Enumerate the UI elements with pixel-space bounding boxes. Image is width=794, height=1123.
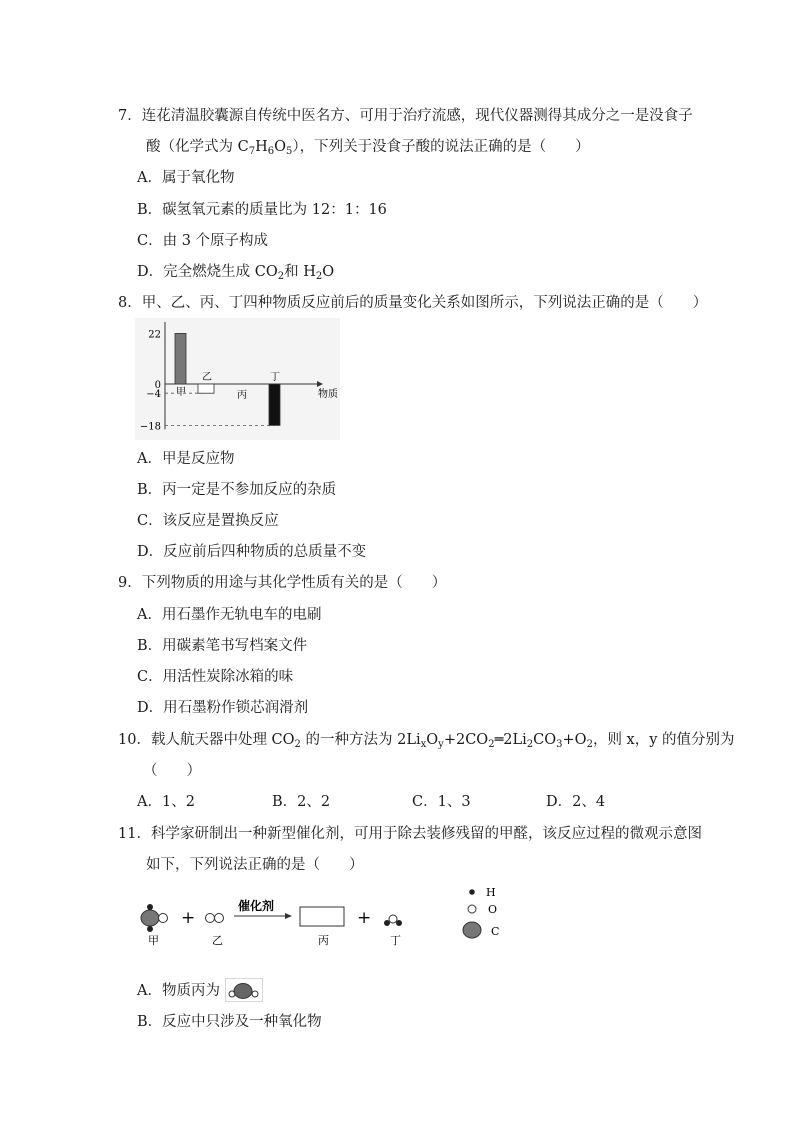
atom-legend: [463, 886, 499, 938]
molecule-ch2o-icon: [225, 978, 263, 1002]
legend-o-icon: [468, 905, 476, 913]
q11-option-a: A．物质丙为: [137, 978, 263, 1002]
molecule-jia-icon: [141, 904, 168, 932]
legend-o-label: O: [488, 903, 498, 916]
y-tick-label: 0: [154, 380, 161, 391]
category-label-3: 丁: [270, 372, 280, 383]
q11-stem-line2: 如下，下列说法正确的是（ ）: [146, 857, 364, 873]
q10-option-c: C．1、3: [412, 794, 471, 810]
q7-option-c: C．由 3 个原子构成: [137, 233, 269, 249]
legend-h-icon: [469, 889, 475, 895]
q8-option-d: D．反应前后四种物质的总质量不变: [137, 544, 367, 560]
q9-option-c: C．用活性炭除冰箱的味: [137, 669, 294, 685]
reaction-arrow-icon: [234, 913, 292, 919]
category-label-2: 丙: [237, 390, 247, 401]
plus-sign-1: +: [181, 908, 196, 928]
q7-option-a: A．属于氧化物: [137, 170, 235, 186]
reaction-scheme-diagram: [130, 880, 520, 950]
legend-h-label: H: [486, 886, 496, 899]
plus-sign-2: +: [357, 908, 372, 928]
q9-option-d: D．用石墨粉作锁芯润滑剂: [137, 700, 309, 716]
q11-option-b: B．反应中只涉及一种氧化物: [137, 1014, 322, 1030]
x-axis-label: 物质: [318, 389, 338, 400]
bar-3: [269, 384, 280, 425]
reaction-scheme-svg: [130, 880, 520, 950]
q8-option-c: C．该反应是置换反应: [137, 513, 279, 529]
label-ding: 丁: [390, 934, 401, 947]
q7-option-b: B．碳氢氧元素的质量比为 12：1：16: [137, 202, 387, 218]
q11-stem-line1: 11．科学家研制出一种新型催化剂，可用于除去装修残留的甲醛，该反应过程的微观示意图: [118, 826, 702, 842]
y-tick-label: −4: [146, 389, 161, 401]
q9-stem: 9．下列物质的用途与其化学性质有关的是（ ）: [118, 575, 447, 591]
q10-option-a: A．1、2: [137, 794, 195, 810]
q7-stem-line1: 7．连花清温胶囊源自传统中医名方、可用于治疗流感，现代仪器测得其成分之一是没食子: [118, 108, 693, 124]
q10-option-d: D．2、4: [546, 794, 606, 810]
q8-option-b: B．丙一定是不参加反应的杂质: [137, 482, 337, 498]
q7-option-d: D．完全燃烧生成 $CO_2$和 $H_2O$: [137, 264, 335, 282]
label-bing: 丙: [318, 934, 329, 947]
q9-option-b: B．用碳素笔书写档案文件: [137, 638, 308, 654]
y-tick-label: −18: [139, 421, 161, 433]
category-label-0: 甲: [176, 387, 186, 398]
bar-0: [175, 333, 186, 384]
catalyst-label: 催化剂: [238, 899, 275, 913]
q8-option-a: A．甲是反应物: [137, 451, 235, 467]
molecule-yi-icon: [206, 914, 224, 923]
y-tick-label: 22: [148, 329, 161, 341]
mass-change-chart: [135, 318, 340, 440]
mass-change-chart-svg: [135, 318, 340, 440]
label-yi: 乙: [212, 934, 223, 947]
legend-c-icon: [463, 922, 481, 938]
q9-option-a: A．用石墨作无轨电车的电刷: [137, 607, 322, 623]
category-label-1: 乙: [202, 372, 212, 383]
legend-c-label: C: [491, 925, 500, 938]
q8-stem: 8．甲、乙、丙、丁四种物质反应前后的质量变化关系如图所示，下列说法正确的是（ ）: [118, 295, 708, 311]
chart-background: [135, 318, 340, 440]
label-jia: 甲: [148, 934, 159, 947]
q7-stem-line2: 酸（化学式为 $C_7H_6O_5$），下列关于没食子酸的说法正确的是（ ）: [146, 139, 590, 157]
bar-1: [198, 384, 214, 393]
product-bing-box: [300, 907, 344, 926]
q10-stem: 10．载人航天器中处理 $CO_2$ 的一种方法为 $2Li_xO_y+2CO_2═2Li_2CO_3+O_2$，则 x，y 的值分别为: [118, 732, 735, 750]
molecule-ding-icon: [384, 915, 402, 926]
q10-answer-paren: （ ）: [143, 763, 201, 779]
q10-option-b: B．2、2: [272, 794, 331, 810]
